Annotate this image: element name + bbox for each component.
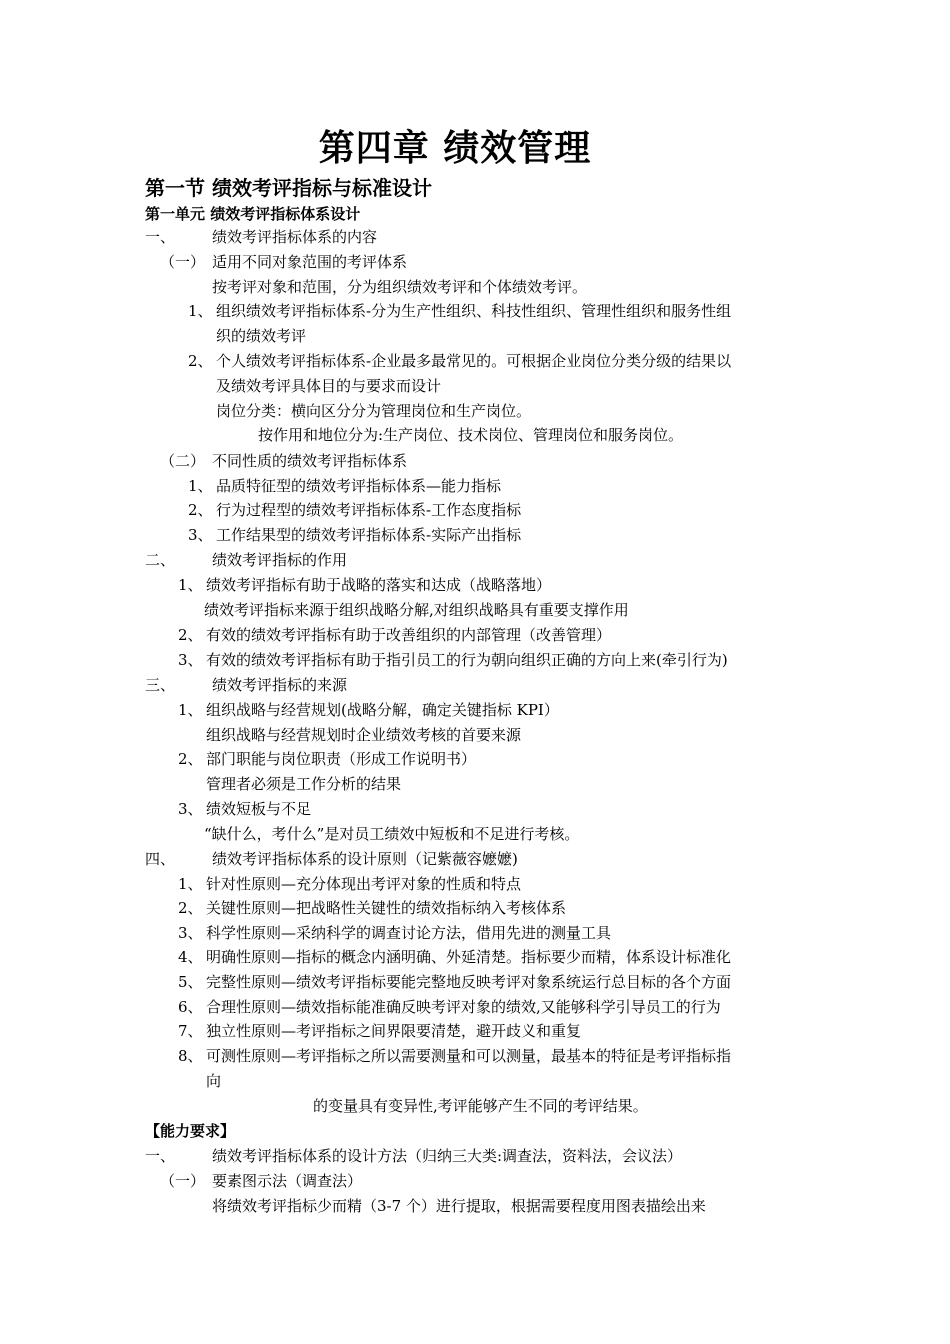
list-item-text: 针对性原则—充分体现出考评对象的性质和特点: [206, 875, 522, 893]
list-number: 3、: [188, 526, 213, 544]
list-item-text: 部门职能与岗位职责（形成工作说明书）: [206, 750, 477, 768]
list-item-continuation: 向: [206, 1072, 222, 1090]
list-item-text: 独立性原则—考评指标之间界限要清楚，避开歧义和重复: [206, 1022, 582, 1040]
ability-heading: 【能力要求】: [145, 1122, 236, 1140]
list-number: 2、: [178, 899, 203, 917]
list-item-continuation: 织的绩效考评: [216, 327, 307, 345]
list-item-text: 关键性原则—把战略性关键性的绩效指标纳入考核体系: [206, 899, 567, 917]
list-number: 2、: [188, 501, 213, 519]
heading-3-number: 三、: [145, 676, 176, 694]
list-number: 3、: [178, 800, 203, 818]
ability-heading-1-text: 绩效考评指标体系的设计方法（归纳三大类:调查法，资料法，会议法）: [212, 1147, 683, 1165]
list-number: 4、: [178, 948, 203, 966]
heading-3-text: 绩效考评指标的来源: [212, 676, 348, 694]
list-item-text: 有效的绩效考评指标有助于改善组织的内部管理（改善管理）: [206, 626, 612, 644]
list-number: 6、: [178, 998, 203, 1016]
list-number: 1、: [178, 701, 203, 719]
list-number: 1、: [188, 302, 213, 320]
paragraph: 组织战略与经营规划时企业绩效考核的首要来源: [206, 726, 522, 744]
list-item-text: 品质特征型的绩效考评指标体系—能力指标: [216, 477, 502, 495]
paragraph: “缺什么，考什么”是对员工绩效中短板和不足进行考核。: [204, 825, 580, 843]
paragraph: 将绩效考评指标少而精（3-7 个）进行提取，根据需要程度用图表描绘出来: [212, 1197, 706, 1215]
subheading-1-text: 适用不同对象范围的考评体系: [212, 253, 408, 271]
heading-4-number: 四、: [145, 850, 176, 868]
list-item-text: 合理性原则—绩效指标能准确反映考评对象的绩效,又能够科学引导员工的行为: [206, 998, 721, 1016]
paragraph: 按作用和地位分为:生产岗位、技术岗位、管理岗位和服务岗位。: [258, 426, 684, 444]
list-item-text: 科学性原则—采纳科学的调查讨论方法，借用先进的测量工具: [206, 924, 612, 942]
paragraph: 的变量具有变异性,考评能够产生不同的考评结果。: [313, 1097, 648, 1115]
paragraph: 岗位分类：横向区分分为管理岗位和生产岗位。: [216, 402, 532, 420]
list-number: 2、: [178, 626, 203, 644]
subheading-2-number: （二）: [160, 452, 206, 470]
subheading-2-text: 不同性质的绩效考评指标体系: [212, 452, 408, 470]
paragraph: 绩效考评指标来源于组织战略分解,对组织战略具有重要支撑作用: [204, 601, 629, 619]
chapter-title: 第四章 绩效管理: [318, 128, 592, 169]
unit-heading: 第一单元 绩效考评指标体系设计: [145, 205, 361, 223]
list-number: 1、: [178, 875, 203, 893]
list-number: 3、: [178, 651, 203, 669]
list-item-text: 绩效考评指标有助于战略的落实和达成（战略落地）: [206, 576, 552, 594]
ability-heading-1-number: 一、: [145, 1147, 176, 1165]
list-number: 7、: [178, 1022, 203, 1040]
list-item-text: 组织绩效考评指标体系-分为生产性组织、科技性组织、管理性组织和服务性组: [216, 302, 732, 320]
list-number: 3、: [178, 924, 203, 942]
heading-2-number: 二、: [145, 551, 176, 569]
list-item-text: 可测性原则—考评指标之所以需要测量和可以测量，最基本的特征是考评指标指: [206, 1047, 732, 1065]
list-number: 1、: [188, 477, 213, 495]
paragraph: 管理者必须是工作分析的结果: [206, 775, 402, 793]
list-number: 2、: [188, 352, 213, 370]
list-item-text: 完整性原则—绩效考评指标要能完整地反映考评对象系统运行总目标的各个方面: [206, 973, 732, 991]
list-number: 8、: [178, 1047, 203, 1065]
list-item-text: 组织战略与经营规划(战略分解，确定关键指标 KPI）: [206, 701, 559, 719]
list-number: 1、: [178, 576, 203, 594]
heading-2-text: 绩效考评指标的作用: [212, 551, 348, 569]
ability-subheading-number: （一）: [160, 1172, 206, 1190]
ability-subheading-text: 要素图示法（调查法）: [212, 1172, 363, 1190]
section-heading: 第一节 绩效考评指标与标准设计: [145, 176, 432, 200]
list-number: 5、: [178, 973, 203, 991]
list-item-text: 个人绩效考评指标体系-企业最多最常见的。可根据企业岗位分类分级的结果以: [216, 352, 732, 370]
list-item-text: 工作结果型的绩效考评指标体系-实际产出指标: [216, 526, 522, 544]
paragraph: 按考评对象和范围，分为组织绩效考评和个体绩效考评。: [212, 278, 588, 296]
list-item-text: 明确性原则—指标的概念内涵明确、外延清楚。指标要少而精，体系设计标准化: [206, 948, 732, 966]
heading-1-text: 绩效考评指标体系的内容: [212, 228, 378, 246]
list-item-text: 有效的绩效考评指标有助于指引员工的行为朝向组织正确的方向上来(牵引行为): [206, 651, 728, 669]
list-item-continuation: 及绩效考评具体目的与要求而设计: [216, 377, 442, 395]
list-item-text: 绩效短板与不足: [206, 800, 312, 818]
list-number: 2、: [178, 750, 203, 768]
list-item-text: 行为过程型的绩效考评指标体系-工作态度指标: [216, 501, 522, 519]
heading-1-number: 一、: [145, 228, 176, 246]
subheading-1-number: （一）: [160, 253, 206, 271]
heading-4-text: 绩效考评指标体系的设计原则（记紫薇容嬷嬷): [212, 850, 518, 868]
